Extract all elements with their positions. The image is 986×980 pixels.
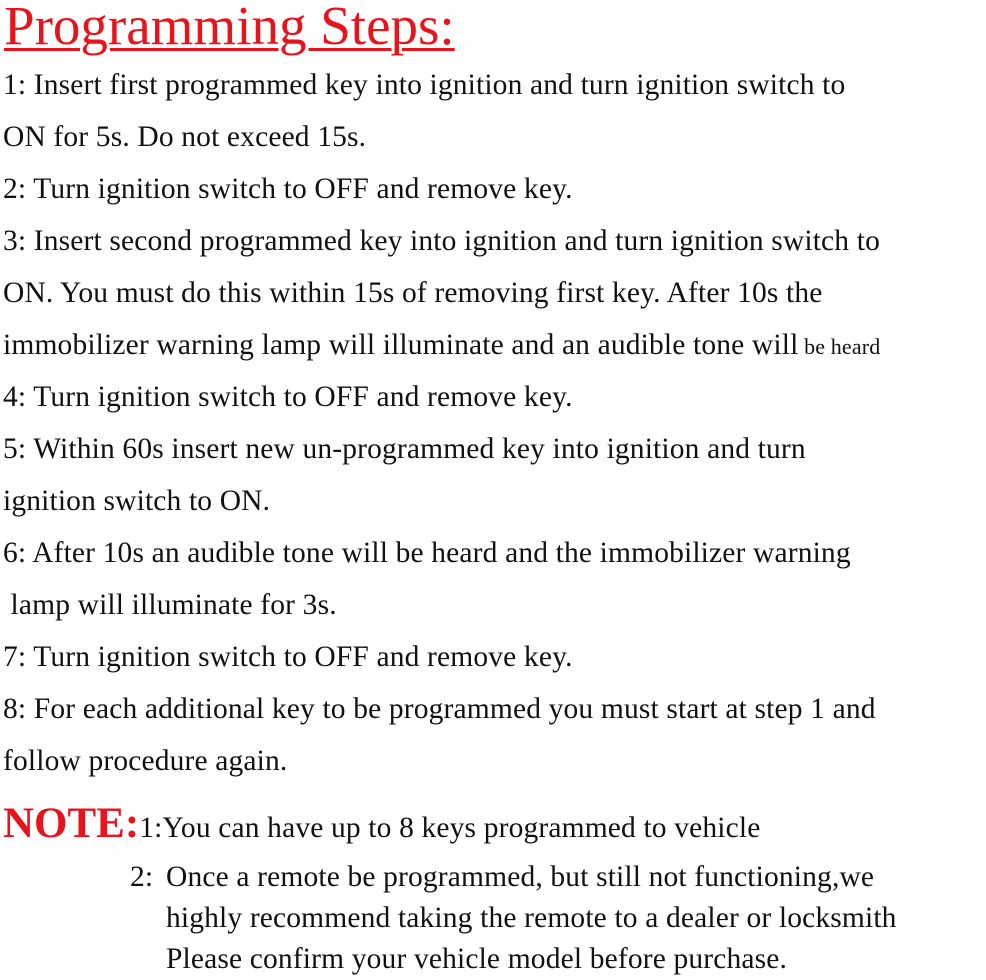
step-line: 8: For each additional key to be programmed you must start at step 1 and	[3, 693, 876, 725]
note-item-2-number: 2:	[130, 861, 154, 893]
page-title: Programming Steps:	[4, 0, 455, 56]
step-line: 7: Turn ignition switch to OFF and remove key.	[3, 641, 573, 673]
step-line-small-tail: be heard	[798, 334, 881, 359]
step-line: 6: After 10s an audible tone will be heard and the immobilizer warning	[3, 537, 851, 569]
step-line: ignition switch to ON.	[3, 485, 271, 517]
note-item-2-line-2: highly recommend taking the remote to a dealer or locksmith	[166, 902, 897, 934]
step-line: ON for 5s. Do not exceed 15s.	[3, 121, 367, 153]
step-line: follow procedure again.	[3, 745, 288, 777]
step-line-with-tail	[3, 325, 880, 367]
step-line: 1: Insert first programmed key into ignition and turn ignition switch to	[3, 69, 846, 101]
note-item-1: 1:You can have up to 8 keys programmed to vehicle	[139, 812, 761, 844]
note-item-2-line-1: Once a remote be programmed, but still not functioning,we	[166, 861, 875, 893]
step-line: 3: Insert second programmed key into ignition and turn ignition switch to	[3, 225, 880, 257]
note-label: NOTE:	[3, 800, 140, 847]
step-line-text: immobilizer warning lamp will illuminate and an audible tone will	[3, 329, 799, 361]
step-line: lamp will illuminate for 3s.	[3, 589, 337, 621]
step-line: ON. You must do this within 15s of removing first key. After 10s the	[3, 277, 823, 309]
step-line: 5: Within 60s insert new un-programmed key into ignition and turn	[3, 433, 806, 465]
step-line: 4: Turn ignition switch to OFF and remove key.	[3, 381, 573, 413]
note-row	[3, 800, 760, 857]
step-line: 2: Turn ignition switch to OFF and remove key.	[3, 173, 573, 205]
note-item-2-line-3: Please confirm your vehicle model before purchase.	[166, 943, 788, 975]
